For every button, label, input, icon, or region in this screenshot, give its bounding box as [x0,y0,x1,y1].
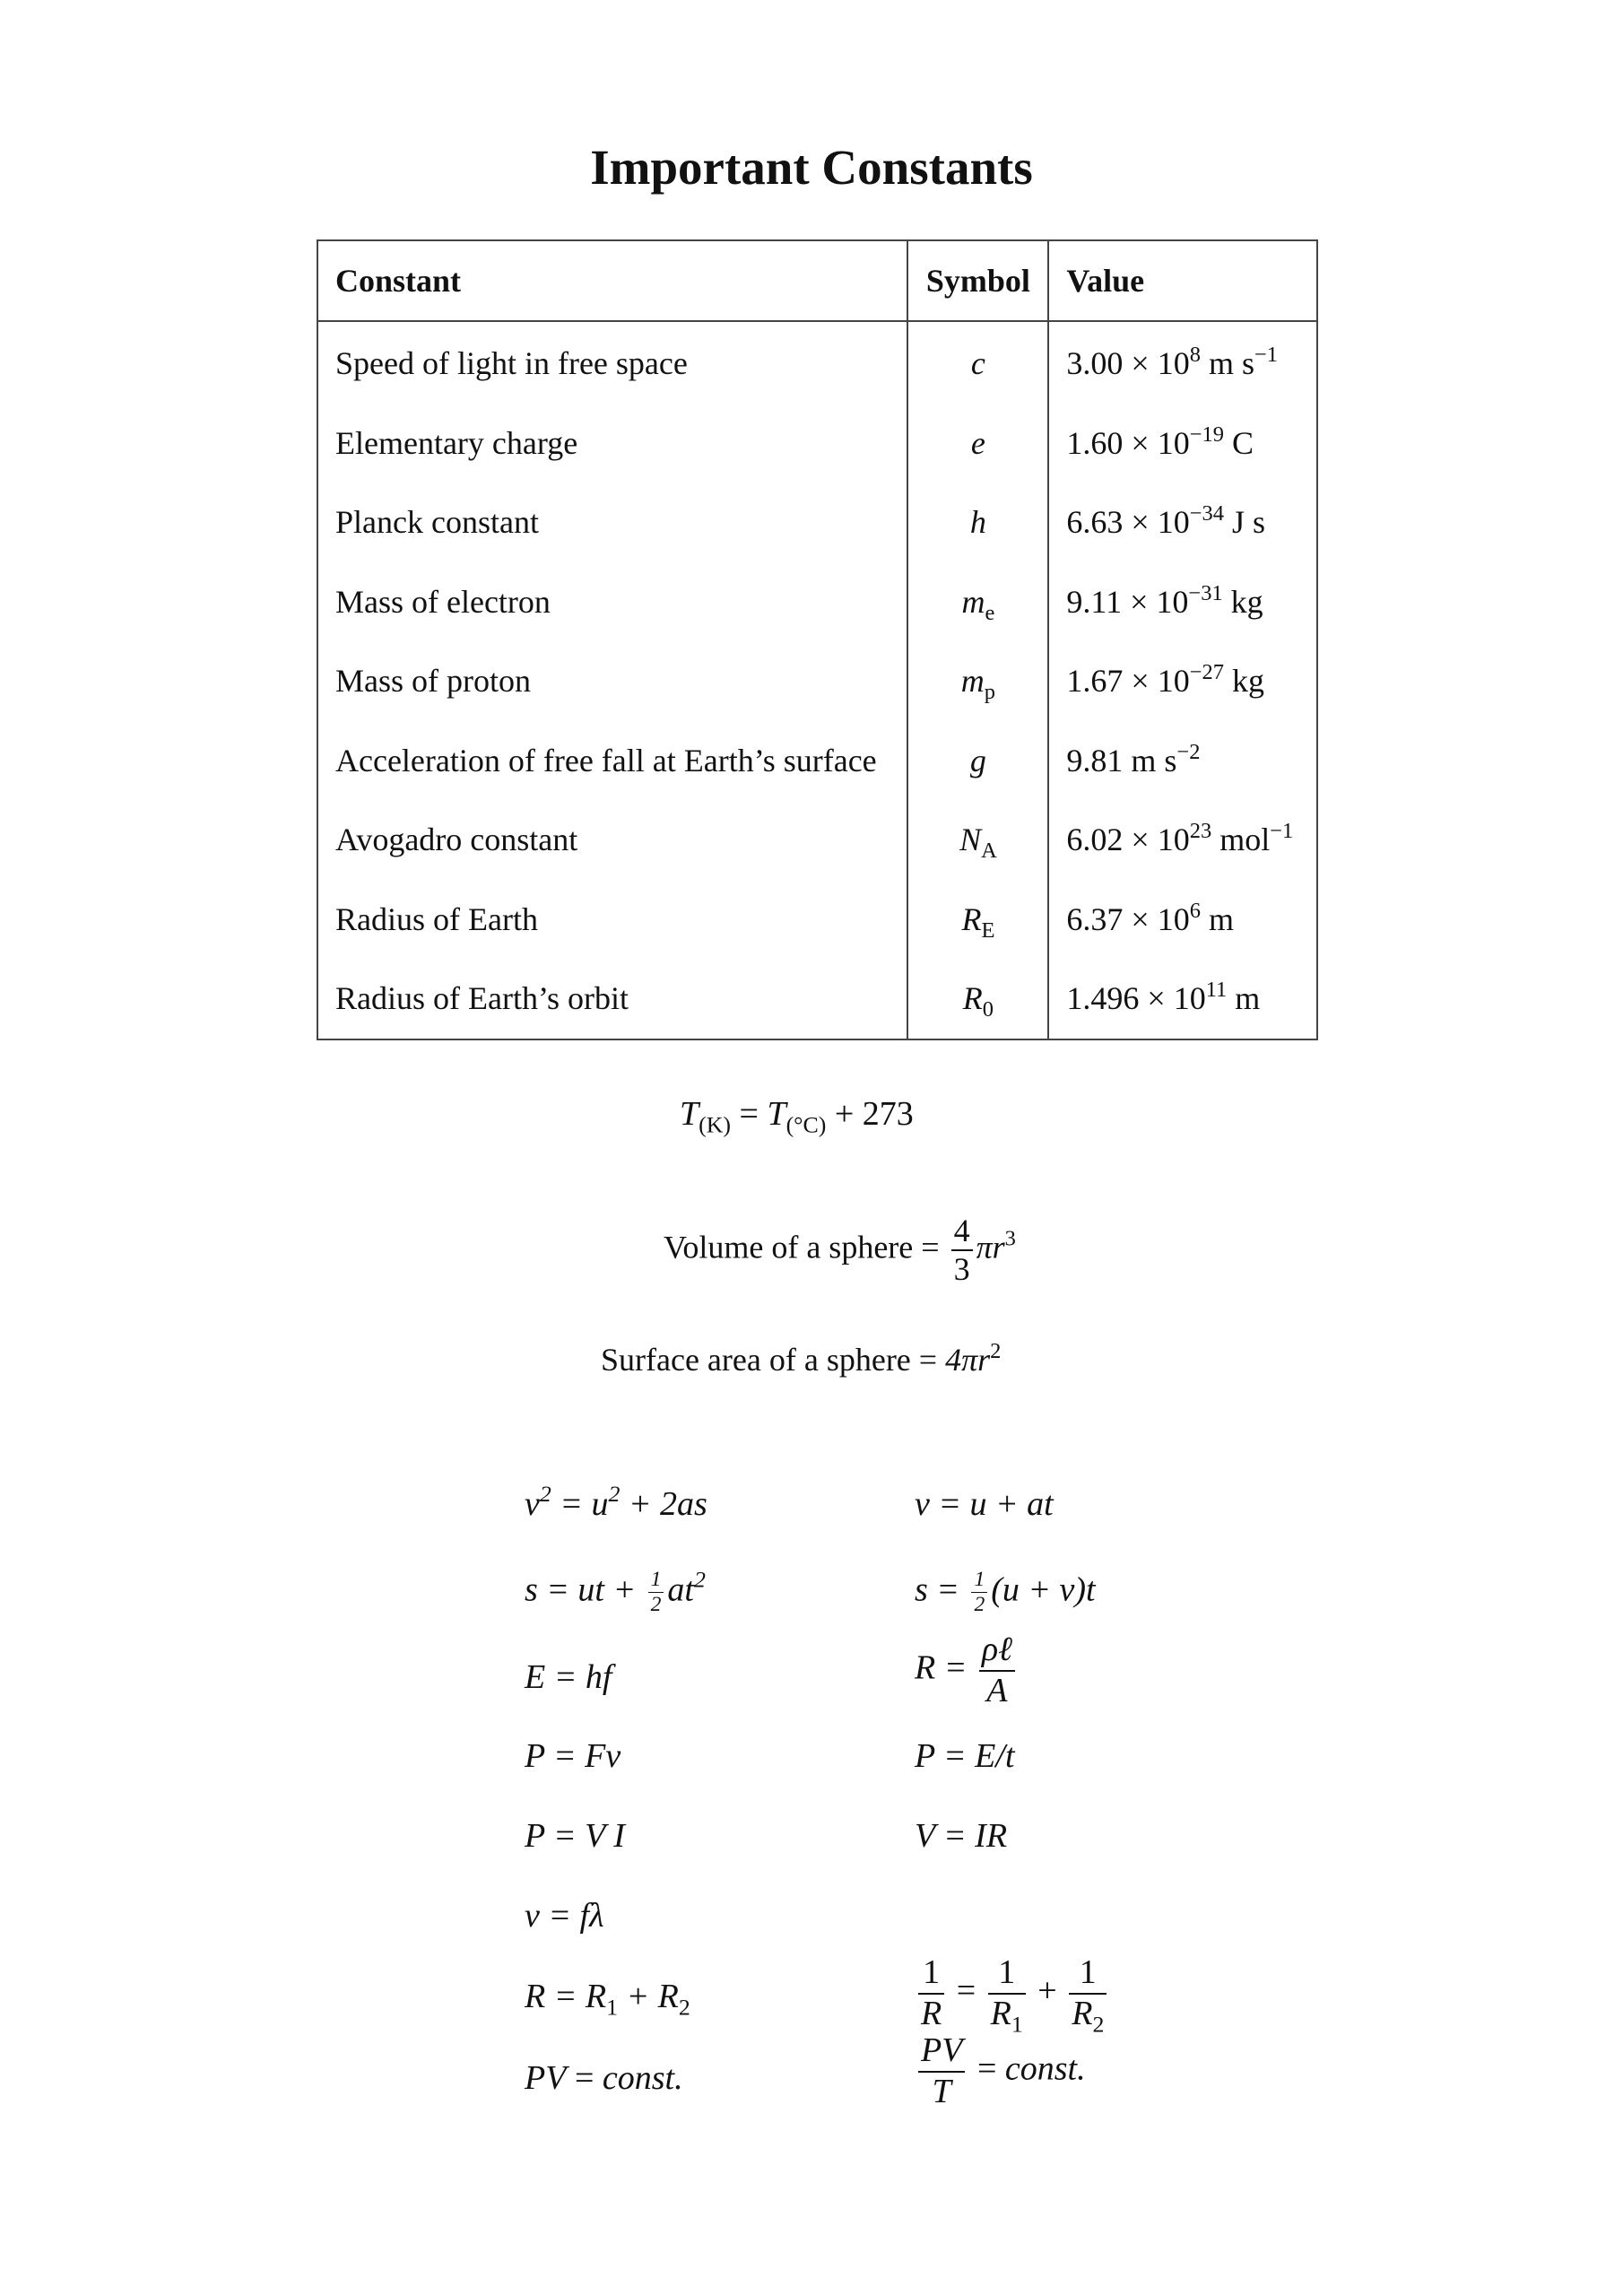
eq-v2-c: + 2as [620,1485,707,1523]
eq-r-den: A [986,1671,1008,1709]
volume-formula [664,1213,1016,1289]
value-unit: C [1224,424,1254,461]
temp-rhs: T [767,1095,786,1133]
symbol-subscript: p [984,680,996,705]
surface-exp: 2 [990,1338,1002,1363]
eq-rp-d2-sub: 1 [1011,2010,1023,2037]
constant-value [1048,880,1317,960]
value-exponent: −2 [1176,739,1201,764]
value-exponent: −34 [1189,501,1225,526]
value-unit: m [1200,900,1234,937]
value-base: 9.81 m s [1066,742,1177,778]
value-exponent: −19 [1189,422,1225,447]
value-unit-exponent: −1 [1254,343,1279,368]
value-unit: m [1227,980,1261,1017]
eq-E-hf: E = hf [525,1658,612,1696]
table-row [317,404,1317,483]
eq-s-b: at [667,1570,694,1609]
eq-rp-frac1 [918,1953,944,2033]
eq-rp-d3-wrap [1069,1994,1107,2037]
constant-name: Mass of proton [335,663,531,700]
eq-rp-d3: R [1072,1994,1093,2032]
table-row [317,483,1317,562]
symbol-text: R [962,980,983,1017]
constant-symbol [907,562,1048,642]
symbol-subscript: e [985,600,995,625]
eq-rp-d2-wrap [988,1994,1026,2037]
temperature-formula [680,1094,914,1138]
eq-v-flambda: v = fλ [525,1897,604,1935]
constant-symbol [907,721,1048,801]
eq-v-u-at: v = u + at [915,1485,1054,1523]
volume-label: Volume of a sphere [664,1229,914,1265]
eq-s-den: 2 [650,1593,662,1617]
constant-value [1048,721,1317,801]
constant-name: Avogadro constant [335,822,578,858]
symbol-subscript: A [981,839,997,864]
volume-den: 3 [953,1251,970,1288]
volume-tail: πr [976,1229,1005,1265]
constant-name: Radius of Earth [335,900,538,937]
constant-name: Elementary charge [335,424,578,461]
constant-name: Acceleration of free fall at Earth’s surface [335,742,877,778]
eq-rp-d2: R [990,1994,1011,2032]
table-row [317,641,1317,721]
symbol-subscript: 0 [982,997,994,1022]
eq-PV-const [525,2058,683,2098]
eq-pvt-num: PV [918,2031,965,2073]
constants-table-body [317,321,1317,1039]
value-base: 6.37 × 10 [1066,900,1190,937]
constant-symbol [907,483,1048,562]
symbol-text: g [969,742,986,778]
eq-r-a: R = [915,1648,976,1687]
eq-rp-eq: = [948,1971,985,2010]
volume-exp: 3 [1004,1226,1016,1251]
eq-v2-b: = u [551,1485,609,1523]
eq-s2-half [971,1568,987,1617]
value-exponent: 8 [1189,343,1201,368]
table-row [317,800,1317,880]
eq-rp-n2: 1 [988,1953,1026,1995]
symbol-subscript: E [981,918,995,943]
table-row [317,321,1317,404]
constant-name: Radius of Earth’s orbit [335,980,629,1017]
value-unit: m s [1200,345,1254,382]
value-exponent: −27 [1189,660,1225,685]
symbol-text: h [969,504,986,541]
eq-P-VI: P = V I [525,1817,625,1855]
value-unit: kg [1224,663,1265,700]
constant-value [1048,321,1317,404]
value-base: 6.02 × 10 [1066,822,1190,858]
eq-s-b-exp: 2 [693,1566,706,1593]
table-row [317,880,1317,960]
eq-s-half [648,1568,664,1617]
value-exponent: 11 [1205,978,1228,1003]
value-base: 6.63 × 10 [1066,504,1190,541]
table-header-row [317,240,1317,321]
temp-lhs-sub: (K) [699,1111,731,1138]
header-constant: Constant [317,240,907,321]
eq-rp-frac3 [1069,1953,1107,2037]
value-base: 1.496 × 10 [1066,980,1206,1017]
symbol-text: N [959,822,982,858]
eq-pvt-const: const. [1004,2049,1086,2088]
symbol-text: e [970,424,985,461]
eq-R-resistivity [915,1631,1019,1710]
constant-symbol [907,641,1048,721]
constant-value [1048,959,1317,1039]
constant-name: Speed of light in free space [335,345,688,382]
constant-symbol [907,404,1048,483]
temp-tail: + 273 [826,1095,914,1133]
symbol-text: m [961,583,985,620]
volume-num: 4 [951,1213,973,1251]
constant-name: Mass of electron [335,583,551,620]
temp-lhs: T [680,1095,699,1133]
surface-label: Surface area of a sphere [601,1342,911,1378]
eq-s-ut [525,1568,706,1617]
surface-formula [601,1338,1002,1378]
eq-rp-n3: 1 [1069,1953,1107,1995]
eq-s2-b: (u + v)t [991,1570,1096,1609]
constant-symbol [907,321,1048,404]
eq-s-a: s = ut + [525,1570,645,1609]
volume-eq: = [913,1229,948,1265]
eq-r-fraction [979,1631,1015,1710]
eq-pvc-a: PV [525,2059,567,2097]
eq-v-squared [525,1481,707,1524]
header-value: Value [1048,240,1317,321]
temp-eq: = [731,1095,768,1133]
eq-rs-a-sub: 1 [606,1994,618,2021]
eq-pvc-c: const. [602,2059,683,2097]
eq-rp-frac2 [988,1953,1026,2037]
constant-symbol [907,880,1048,960]
eq-s-half-uv [915,1568,1096,1617]
page-title: Important Constants [590,140,1033,195]
symbol-text: m [960,663,985,700]
eq-v2-a-exp: 2 [539,1481,551,1508]
eq-pvc-b: = [566,2059,603,2097]
eq-PV-T-const [915,2031,1086,2111]
eq-rs-b: + R [618,1978,679,2015]
eq-rp-d1: R [921,1994,942,2032]
constant-symbol [907,959,1048,1039]
eq-P-E-t: P = E/t [915,1737,1015,1775]
eq-pvt-den: T [932,2072,951,2110]
constants-table [317,239,1318,1040]
eq-R-parallel [915,1953,1110,2037]
volume-fraction [951,1213,973,1289]
constant-value [1048,483,1317,562]
surface-tail: 4πr [945,1342,991,1378]
value-unit-exponent: −1 [1270,819,1294,844]
value-unit: kg [1222,583,1263,620]
value-unit: J s [1224,504,1266,541]
constant-name: Planck constant [335,504,539,541]
eq-R-series [525,1977,690,2021]
eq-P-Fv: P = Fv [525,1737,621,1775]
eq-rs-a: R = R [525,1978,607,2015]
constant-value [1048,404,1317,483]
eq-s-num: 1 [648,1568,664,1593]
eq-r-num: ρℓ [979,1631,1015,1672]
constant-symbol [907,800,1048,880]
constant-value [1048,562,1317,642]
table-row [317,959,1317,1039]
value-base: 1.60 × 10 [1066,424,1190,461]
temp-rhs-sub: (°C) [785,1111,827,1138]
eq-rp-plus: + [1028,1971,1066,2010]
constant-value [1048,800,1317,880]
value-base: 1.67 × 10 [1066,663,1190,700]
table-row [317,721,1317,801]
eq-rs-b-sub: 2 [678,1994,690,2021]
table-row [317,562,1317,642]
value-unit: mol [1211,822,1271,858]
eq-v2-b-exp: 2 [608,1481,621,1508]
eq-rp-d3-sub: 2 [1092,2010,1105,2037]
constant-value [1048,641,1317,721]
eq-V-IR: V = IR [915,1817,1008,1855]
value-exponent: 23 [1189,819,1212,844]
value-base: 9.11 × 10 [1066,583,1189,620]
eq-v2-a: v [525,1485,540,1523]
eq-pvt-fraction [918,2031,965,2111]
eq-rp-n1: 1 [918,1953,944,1995]
value-base: 3.00 × 10 [1066,345,1190,382]
value-exponent: −31 [1188,580,1223,605]
symbol-text: c [970,345,985,382]
eq-s2-den: 2 [974,1593,985,1617]
symbol-text: R [961,900,982,937]
eq-s2-num: 1 [971,1568,987,1593]
header-symbol: Symbol [907,240,1048,321]
eq-pvt-eq: = [968,2049,1005,2088]
surface-eq: = [910,1342,946,1378]
value-exponent: 6 [1189,898,1201,923]
eq-s2-a: s = [915,1570,968,1609]
